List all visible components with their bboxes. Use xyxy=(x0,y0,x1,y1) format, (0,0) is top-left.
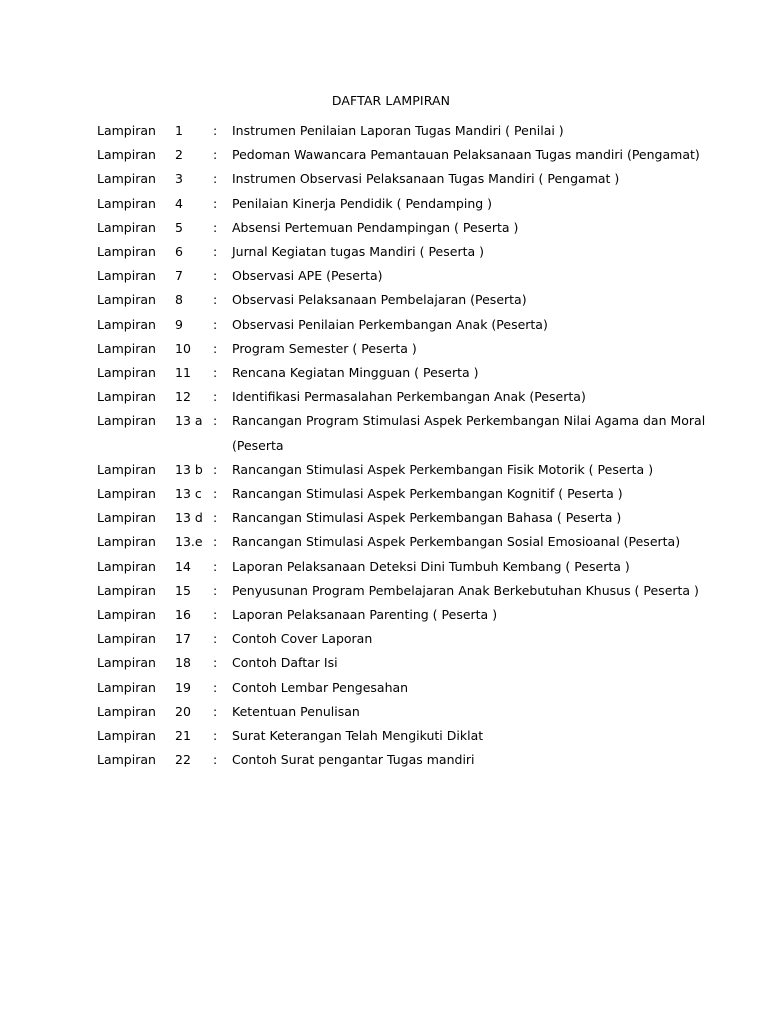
attachment-number: 10 xyxy=(175,340,191,356)
attachment-description-line: Observasi APE (Peserta) xyxy=(232,268,383,284)
attachment-label: Lampiran xyxy=(97,147,156,163)
attachment-number: 1 xyxy=(175,123,183,138)
attachment-entry xyxy=(97,216,697,240)
attachment-entry xyxy=(97,240,697,264)
attachment-separator: : xyxy=(213,486,218,502)
attachment-separator: : xyxy=(213,703,218,719)
attachment-number: 13 a xyxy=(175,413,203,429)
attachment-description xyxy=(232,603,697,627)
attachment-label: Lampiran xyxy=(97,655,156,671)
attachment-description xyxy=(232,651,697,675)
attachment-description xyxy=(232,579,699,603)
attachment-description-line: Contoh Surat pengantar Tugas mandiri xyxy=(232,752,475,768)
attachment-description-line: Observasi Pelaksanaan Pembelajaran (Peserta) xyxy=(232,292,527,308)
attachment-entry xyxy=(97,603,697,627)
attachment-separator: : xyxy=(213,123,218,138)
attachment-description-line: Rancangan Stimulasi Aspek Perkembangan Sosial Emosioanal (Peserta) xyxy=(232,534,681,550)
attachment-description xyxy=(232,458,697,482)
attachment-description xyxy=(232,409,705,457)
attachment-label: Lampiran xyxy=(97,389,156,405)
attachment-label: Lampiran xyxy=(97,728,156,744)
attachment-description-line: Surat Keterangan Telah Mengikuti Diklat xyxy=(232,728,484,744)
attachment-description-line: Observasi Penilaian Perkembangan Anak (Peserta) xyxy=(232,316,548,332)
attachment-description xyxy=(232,482,697,506)
attachment-number: 11 xyxy=(175,365,191,381)
attachment-entry xyxy=(97,167,697,191)
attachment-separator: : xyxy=(213,292,218,308)
attachment-entry xyxy=(97,288,697,312)
attachment-description xyxy=(232,337,697,361)
attachment-description xyxy=(232,700,697,724)
attachment-description-line: Rancangan Stimulasi Aspek Perkembangan Fisik Motorik ( Peserta ) xyxy=(232,461,654,477)
document-title: DAFTAR LAMPIRAN xyxy=(331,93,451,108)
attachment-description xyxy=(232,676,697,700)
attachment-label: Lampiran xyxy=(97,534,156,550)
attachment-separator: : xyxy=(213,219,218,235)
attachment-label: Lampiran xyxy=(97,558,156,574)
attachment-label: Lampiran xyxy=(97,219,156,235)
attachment-entry xyxy=(97,579,697,603)
attachment-description-line: Laporan Pelaksanaan Parenting ( Peserta ) xyxy=(232,607,498,623)
attachment-label: Lampiran xyxy=(97,195,156,211)
attachment-label: Lampiran xyxy=(97,316,156,332)
attachment-label: Lampiran xyxy=(97,631,156,647)
attachment-number: 9 xyxy=(175,316,183,332)
attachment-label: Lampiran xyxy=(97,510,156,526)
attachment-separator: : xyxy=(213,195,218,211)
attachment-number: 20 xyxy=(175,703,191,719)
attachment-number: 3 xyxy=(175,171,183,187)
attachment-entry xyxy=(97,724,697,748)
attachment-description-line: Absensi Pertemuan Pendampingan ( Peserta ) xyxy=(232,219,519,235)
attachment-description-line: Pedoman Wawancara Pemantauan Pelaksanaan Tugas mandiri (Pengamat) xyxy=(232,147,700,163)
attachment-description xyxy=(232,506,697,530)
attachment-separator: : xyxy=(213,655,218,671)
attachment-entry xyxy=(97,409,706,457)
attachment-label: Lampiran xyxy=(97,123,156,138)
attachment-description xyxy=(232,119,697,143)
attachment-description xyxy=(232,216,697,240)
attachment-separator: : xyxy=(213,679,218,695)
attachment-separator: : xyxy=(213,340,218,356)
attachment-entry xyxy=(97,506,697,530)
attachment-separator: : xyxy=(213,534,218,550)
attachment-label: Lampiran xyxy=(97,413,156,429)
attachment-description xyxy=(232,143,700,167)
attachment-label: Lampiran xyxy=(97,365,156,381)
attachment-separator: : xyxy=(213,244,218,260)
attachment-description-line: Ketentuan Penulisan xyxy=(232,703,360,719)
attachment-entry xyxy=(97,748,697,772)
attachment-entry xyxy=(97,313,697,337)
attachment-description xyxy=(232,313,697,337)
attachment-description xyxy=(232,264,697,288)
attachment-entry xyxy=(97,458,697,482)
attachment-description-line: Penyusunan Program Pembelajaran Anak Berkebutuhan Khusus ( Peserta ) xyxy=(232,582,699,598)
attachment-separator: : xyxy=(213,268,218,284)
attachment-description-line: Rencana Kegiatan Mingguan ( Peserta ) xyxy=(232,365,479,381)
attachment-description-line: Program Semester ( Peserta ) xyxy=(232,340,417,356)
attachment-description xyxy=(232,555,697,579)
attachment-label: Lampiran xyxy=(97,340,156,356)
attachment-description-line: Instrumen Observasi Pelaksanaan Tugas Mandiri ( Pengamat ) xyxy=(232,171,620,187)
attachment-number: 16 xyxy=(175,607,191,623)
attachment-number: 2 xyxy=(175,147,183,163)
attachment-description xyxy=(232,361,697,385)
attachment-number: 22 xyxy=(175,752,191,768)
attachment-label: Lampiran xyxy=(97,582,156,598)
attachment-number: 4 xyxy=(175,195,183,211)
attachment-separator: : xyxy=(213,631,218,647)
attachment-entry xyxy=(97,555,697,579)
attachment-number: 5 xyxy=(175,219,183,235)
attachment-entry xyxy=(97,385,697,409)
attachment-description xyxy=(232,530,697,554)
attachment-separator: : xyxy=(213,752,218,768)
attachment-description xyxy=(232,627,697,651)
attachment-separator: : xyxy=(213,147,218,163)
attachment-separator: : xyxy=(213,316,218,332)
attachment-description-line: Contoh Daftar Isi xyxy=(232,655,338,671)
attachment-description-line: Laporan Pelaksanaan Deteksi Dini Tumbuh Kembang ( Peserta ) xyxy=(232,558,630,574)
attachment-description-line: Instrumen Penilaian Laporan Tugas Mandiri ( Penilai ) xyxy=(232,123,564,138)
attachment-separator: : xyxy=(213,728,218,744)
attachment-separator: : xyxy=(213,171,218,187)
attachment-number: 18 xyxy=(175,655,191,671)
attachment-separator: : xyxy=(213,558,218,574)
attachment-entry xyxy=(97,482,697,506)
attachment-number: 13.e xyxy=(175,534,203,550)
attachment-separator: : xyxy=(213,582,218,598)
attachment-entry xyxy=(97,192,697,216)
attachment-description xyxy=(232,288,697,312)
attachment-label: Lampiran xyxy=(97,486,156,502)
attachment-entry xyxy=(97,337,697,361)
attachment-label: Lampiran xyxy=(97,268,156,284)
attachment-number: 15 xyxy=(175,582,191,598)
attachment-label: Lampiran xyxy=(97,679,156,695)
attachment-number: 12 xyxy=(175,389,191,405)
attachment-description-line: Jurnal Kegiatan tugas Mandiri ( Peserta ) xyxy=(232,244,484,260)
attachment-entry xyxy=(97,119,697,143)
attachment-description xyxy=(232,192,697,216)
attachment-number: 13 b xyxy=(175,461,203,477)
attachment-description-line: Rancangan Stimulasi Aspek Perkembangan Bahasa ( Peserta ) xyxy=(232,510,622,526)
attachment-entry xyxy=(97,143,700,167)
attachment-number: 8 xyxy=(175,292,183,308)
attachment-description-line: Contoh Cover Laporan xyxy=(232,631,373,647)
attachment-entry xyxy=(97,627,697,651)
attachment-number: 19 xyxy=(175,679,191,695)
attachment-number: 17 xyxy=(175,631,191,647)
attachment-description-line: Contoh Lembar Pengesahan xyxy=(232,679,409,695)
attachment-number: 7 xyxy=(175,268,183,284)
attachment-label: Lampiran xyxy=(97,244,156,260)
attachment-entry xyxy=(97,676,697,700)
attachment-description xyxy=(232,385,697,409)
attachment-label: Lampiran xyxy=(97,171,156,187)
attachment-description-line: (Peserta xyxy=(232,437,284,453)
attachment-number: 21 xyxy=(175,728,191,744)
attachment-description xyxy=(232,724,697,748)
attachment-entry xyxy=(97,530,697,554)
attachment-label: Lampiran xyxy=(97,752,156,768)
attachment-description-line: Rancangan Stimulasi Aspek Perkembangan Kognitif ( Peserta ) xyxy=(232,486,623,502)
attachment-number: 13 d xyxy=(175,510,203,526)
attachment-separator: : xyxy=(213,461,218,477)
attachment-number: 14 xyxy=(175,558,191,574)
attachment-separator: : xyxy=(213,510,218,526)
attachment-label: Lampiran xyxy=(97,292,156,308)
attachment-separator: : xyxy=(213,607,218,623)
attachment-separator: : xyxy=(213,365,218,381)
attachment-list xyxy=(97,119,706,772)
attachment-separator: : xyxy=(213,413,218,429)
attachment-separator: : xyxy=(213,389,218,405)
attachment-label: Lampiran xyxy=(97,607,156,623)
attachment-entry xyxy=(97,361,697,385)
attachment-label: Lampiran xyxy=(97,461,156,477)
attachment-description xyxy=(232,240,697,264)
attachment-description-line: Penilaian Kinerja Pendidik ( Pendamping ) xyxy=(232,195,493,211)
attachment-description-line: Identifikasi Permasalahan Perkembangan Anak (Peserta) xyxy=(232,389,586,405)
attachment-description-line: Rancangan Program Stimulasi Aspek Perkembangan Nilai Agama dan Moral xyxy=(232,413,706,429)
attachment-label: Lampiran xyxy=(97,703,156,719)
attachment-number: 13 c xyxy=(175,486,202,502)
attachment-description xyxy=(232,748,697,772)
attachment-entry xyxy=(97,264,697,288)
attachment-entry xyxy=(97,700,697,724)
attachment-number: 6 xyxy=(175,244,183,260)
attachment-entry xyxy=(97,651,697,675)
attachment-description xyxy=(232,167,697,191)
